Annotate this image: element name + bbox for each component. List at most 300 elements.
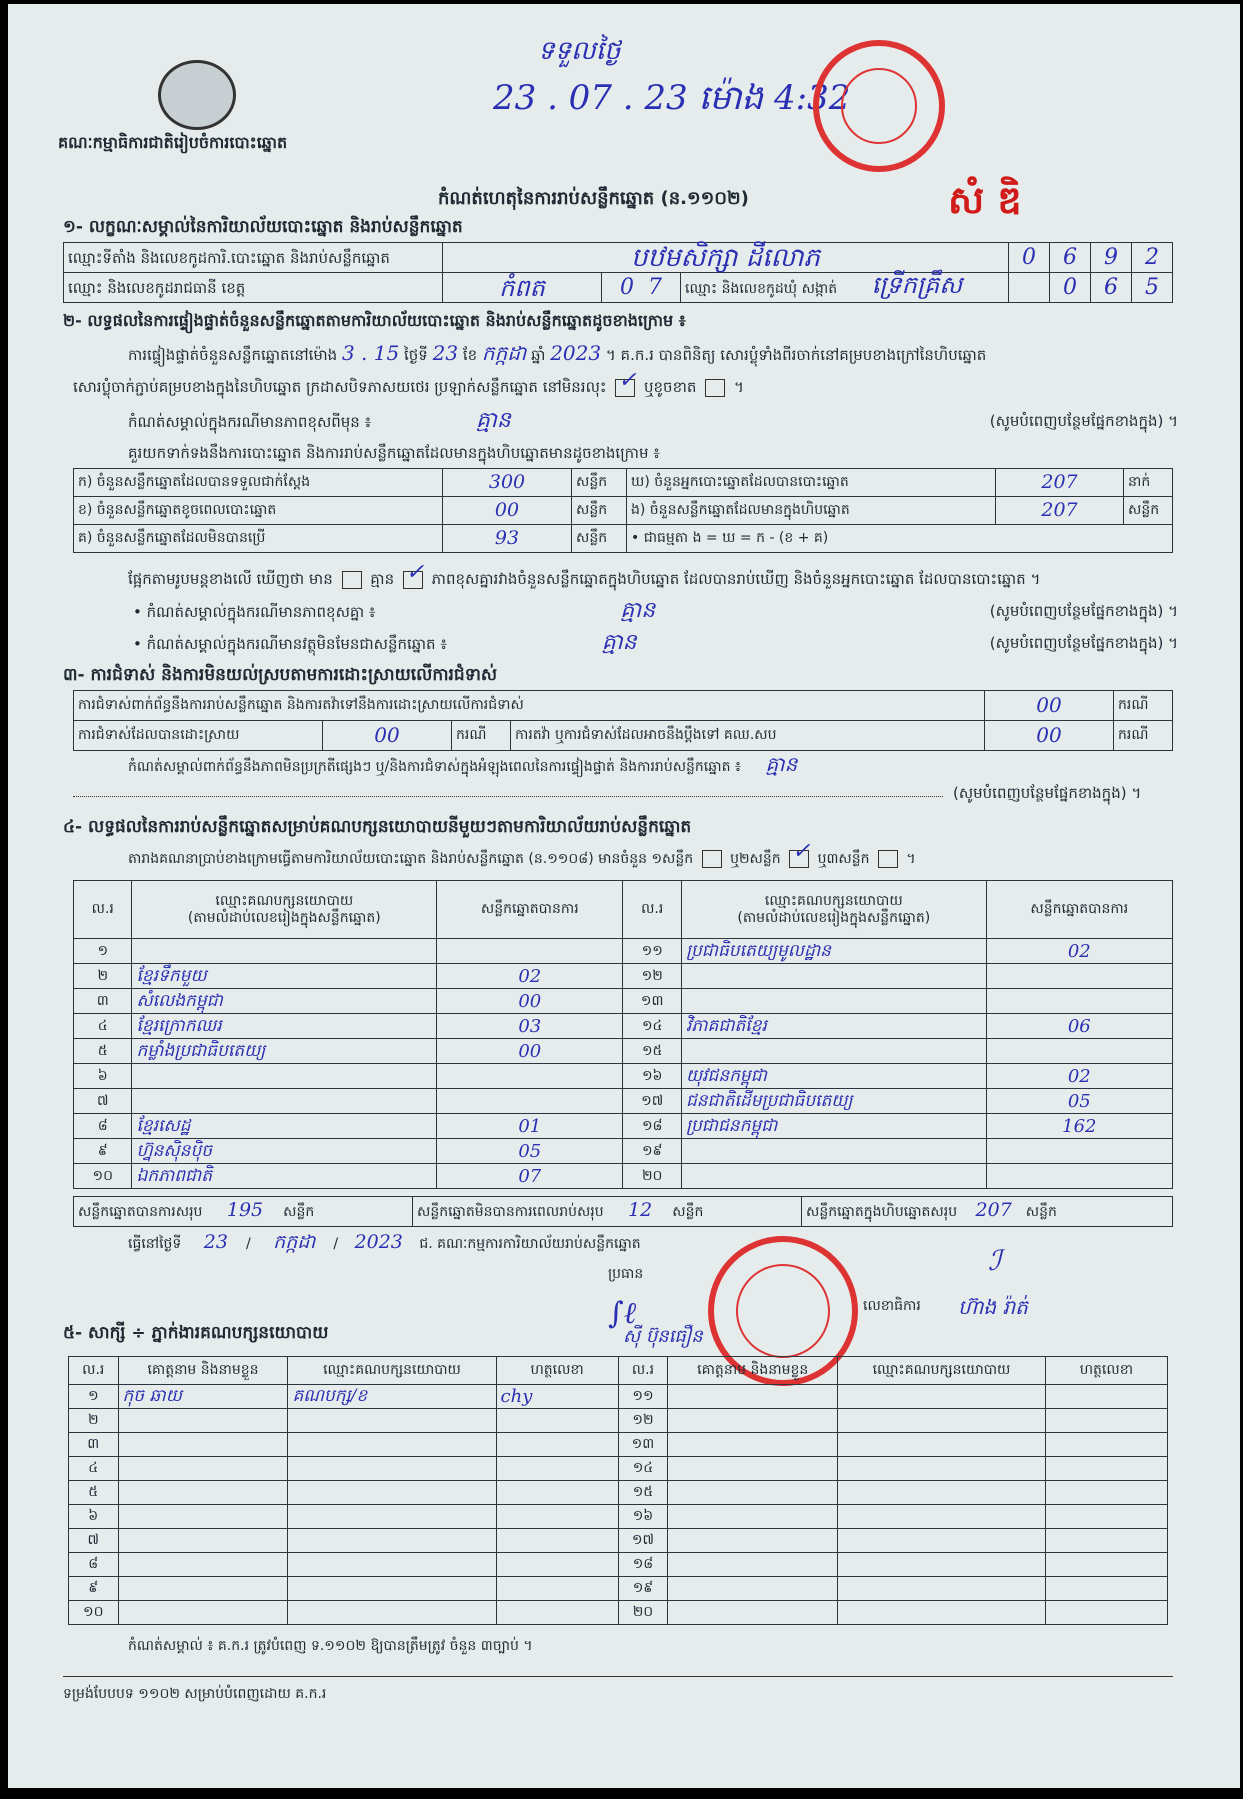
table-row [69, 1553, 1168, 1577]
row-no: ២០ [618, 1601, 668, 1625]
row-no: ៣ [74, 989, 132, 1014]
witness-signature [496, 1481, 618, 1505]
table-row [74, 964, 1173, 989]
table-row [69, 1457, 1168, 1481]
unit: សន្លឹក [572, 497, 627, 525]
total-invalid: សន្លឹកឆ្នោតមិនបានការពេលរាប់សរុប 12 សន្លឹក [413, 1197, 802, 1227]
line1-rest: ។ គ.ក.រ បានពិនិត្យ សោរប្លុំទាំងពីរចាក់នៅគម្របខាងក្រៅនៃហិបឆ្នោត [605, 346, 987, 364]
row-no: ១២ [618, 1409, 668, 1433]
committee-label: ជ. គណៈកម្មការការិយាល័យរាប់សន្លឹកឆ្នោត [419, 1236, 641, 1252]
station-code-digit: 9 [1091, 243, 1132, 273]
party-name [681, 1139, 986, 1164]
witness-signature [1045, 1577, 1167, 1601]
objection-label: ការជំទាស់ពាក់ព័ន្ធនឹងការរាប់សន្លឹកឆ្នោត និងការតវ៉ាទៅនឹងការដោះស្រាយលើការជំទាស់ [74, 691, 985, 721]
row-no: ៤ [69, 1457, 119, 1481]
unit: សន្លឹក [572, 525, 627, 553]
chair-signature-mark: ∫ℓ [608, 1296, 637, 1331]
year-label: ឆ្នាំ [531, 346, 546, 364]
row-no: ១៥ [618, 1481, 668, 1505]
commune-cell [681, 273, 1009, 303]
received-datetime: 23 . 07 . 23 ម៉ោង 4:32 [493, 78, 851, 118]
party-name [681, 964, 986, 989]
col-no: ល.រ [69, 1357, 119, 1385]
witness-party [288, 1433, 496, 1457]
unused-ballots-label: គ) ចំនួនសន្លឹកឆ្នោតដែលមិនបានប្រើ [74, 525, 443, 553]
row-no: ១៨ [618, 1553, 668, 1577]
witness-signature [496, 1553, 618, 1577]
col-sign: ហត្ថលេខា [496, 1357, 618, 1385]
witness-name [668, 1577, 838, 1601]
signoff-year: 2023 [354, 1231, 403, 1253]
section2-intro: គួរយកទាក់ទងនឹងការបោះឆ្នោត និងការរាប់សន្លឹកឆ្នោតដែលមានក្នុងហិបឆ្នោតមានដូចខាងក្រោម ៖ [128, 444, 660, 462]
witness-party [838, 1457, 1046, 1481]
commune-code-digit: 0 [1050, 273, 1091, 303]
party-votes: 03 [437, 1014, 623, 1039]
unit: ករណី [452, 721, 511, 751]
row-no: ១០ [74, 1164, 132, 1189]
province-label: ឈ្មោះ និងលេខកូដរាជធានី ខេត្ត [64, 273, 443, 303]
witness-name [118, 1457, 288, 1481]
two-sheets-checkbox[interactable]: ✓ [789, 850, 809, 868]
commune-name: ទ្រើកគ្រឹស [871, 271, 963, 299]
witness-name [118, 1601, 288, 1625]
witness-name [668, 1385, 838, 1409]
table-row [74, 1014, 1173, 1039]
unit: ករណី [1114, 721, 1173, 751]
table-row [69, 1505, 1168, 1529]
note-label: កំណត់សម្គាល់ក្នុងករណីមានភាពខុសពីមុន ៖ [128, 413, 372, 431]
row-no: ១ [69, 1385, 119, 1409]
no-diff-checkbox[interactable]: ✓ [403, 571, 423, 589]
row-no: ៥ [74, 1039, 132, 1064]
row-no: ៨ [74, 1114, 132, 1139]
three-sheets-option: ឬ៣សន្លឹក [817, 851, 870, 867]
party-name: សំលេងកម្ពុជា [132, 989, 437, 1014]
row-no: ១៦ [618, 1505, 668, 1529]
voters-label: ឃ) ចំនួនអ្នកបោះឆ្នោតដែលបានបោះឆ្នោត [627, 469, 996, 497]
party-name [681, 1164, 986, 1189]
col-votes: សន្លឹកឆ្នោតបានការ [437, 881, 623, 939]
check-time-label: ការផ្ទៀងផ្ទាត់ចំនួនសន្លឹកឆ្នោតនៅម៉ោង [128, 346, 338, 364]
party-name [681, 1039, 986, 1064]
party-votes: 05 [437, 1139, 623, 1164]
witness-signature [1045, 1409, 1167, 1433]
row-no: ១៦ [623, 1064, 682, 1089]
witness-name [668, 1433, 838, 1457]
witness-signature [1045, 1385, 1167, 1409]
spoiled-ballots-label: ខ) ចំនួនសន្លឹកឆ្នោតខូចពេលបោះឆ្នោត [74, 497, 443, 525]
col-no: ល.រ [623, 881, 682, 939]
witness-signature [1045, 1505, 1167, 1529]
results-table [73, 880, 1173, 1189]
party-name: ប្រជាធិបតេយ្យមូលដ្ឋាន [681, 939, 986, 964]
party-votes: 162 [986, 1114, 1172, 1139]
no-diff-option: គ្មាន [370, 570, 395, 588]
province-name: កំពត [443, 273, 602, 303]
total-valid-value: 195 [226, 1199, 264, 1221]
witness-signature [496, 1409, 618, 1433]
sheet-count-text: តារាងគណនាប្រាប់ខាងក្រោមធ្វើតាមការិយាល័យបោះឆ្នោត និងរាប់សន្លឹកឆ្នោត (ន.១១០៨) មានចំនួន ១សន្លឹក [128, 851, 694, 867]
party-votes [437, 939, 623, 964]
table-row [74, 1139, 1173, 1164]
ballot-count-form [8, 4, 1240, 1788]
commune-code-digit: 6 [1091, 273, 1132, 303]
table-row [74, 1089, 1173, 1114]
witness-signature [1045, 1457, 1167, 1481]
row-no: ១៨ [623, 1114, 682, 1139]
witness-party [838, 1529, 1046, 1553]
witness-name [118, 1409, 288, 1433]
party-votes: 06 [986, 1014, 1172, 1039]
table-row [74, 1064, 1173, 1089]
commune-label: ឈ្មោះ និងលេខកូដឃុំ សង្កាត់ [685, 281, 838, 297]
witness-table [68, 1356, 1168, 1625]
party-name: ខ្មែរទឹកមួយ [132, 964, 437, 989]
secretary-signature-mark: ℐ [988, 1244, 1002, 1277]
party-votes: 01 [437, 1114, 623, 1139]
party-name [681, 989, 986, 1014]
diff-note [133, 598, 1178, 623]
witness-name [118, 1433, 288, 1457]
party-votes: 02 [986, 1064, 1172, 1089]
col-votes: សន្លឹកឆ្នោតបានការ [986, 881, 1172, 939]
fill-hint: (សូមបំពេញបន្ថែមផ្នែកខាងក្នុង) ។ [989, 634, 1178, 652]
row-no: ១ [74, 939, 132, 964]
three-sheets-checkbox[interactable] [878, 850, 898, 868]
irregularity-note-value: គ្មាន [765, 752, 798, 776]
ballots-in-box-label: ង) ចំនួនសន្លឹកឆ្នោតដែលមានក្នុងហិបឆ្នោត [627, 497, 996, 525]
col-party: ឈ្មោះគណបក្សនយោបាយ (តាមលំដាប់លេខរៀងក្នុងសន្លឹកឆ្នោត) [132, 881, 437, 939]
section5-heading: ៥- សាក្សី ÷ ភ្នាក់ងារគណបក្សនយោបាយ [63, 1323, 329, 1343]
table-row [69, 1601, 1168, 1625]
signoff-day: 23 [203, 1231, 228, 1253]
diff-note-value: គ្មាន [620, 598, 656, 623]
fill-hint: (សូមបំពេញបន្ថែមផ្នែកខាងក្នុង) ។ [989, 602, 1178, 620]
row-no: ២ [74, 964, 132, 989]
party-votes [437, 1089, 623, 1114]
secretary-label: លេខាធិការ [863, 1298, 921, 1314]
col-sign: ហត្ថលេខា [1045, 1357, 1167, 1385]
witness-name [668, 1457, 838, 1481]
total-valid: សន្លឹកឆ្នោតបានការសរុប 195 សន្លឹក [74, 1197, 413, 1227]
other-note-label: • កំណត់សម្គាល់ក្នុងករណីមានវត្ថុមិនមែនជាសន្លឹកឆ្នោត ៖ [133, 635, 447, 653]
party-name [132, 1089, 437, 1114]
witness-party [838, 1577, 1046, 1601]
note-line [73, 782, 943, 797]
section2-heading: ២- លទ្ធផលនៃការផ្ទៀងផ្ទាត់ចំនួនសន្លឹកឆ្នោតតាមការិយាល័យបោះឆ្នោត និងរាប់សន្លឹកឆ្នោតដូចខាងក្រោម ៖ [63, 311, 686, 330]
total-invalid-value: 12 [628, 1199, 653, 1221]
row-no: ៣ [69, 1433, 119, 1457]
row-no: ១៣ [623, 989, 682, 1014]
col-party: ឈ្មោះគណបក្សនយោបាយ [288, 1357, 496, 1385]
signoff-date: ធ្វើនៅថ្ងៃទី 23 / កក្កដា / 2023 ជ. គណៈកម្មការការិយាល័យរាប់សន្លឹកឆ្នោត [128, 1231, 641, 1253]
count-table [73, 468, 1173, 553]
witness-name: កុច ឆាយ [118, 1385, 288, 1409]
witness-party [288, 1601, 496, 1625]
unused-ballots-value: 93 [443, 525, 572, 553]
unit: សន្លឹក [1124, 497, 1173, 525]
section1-table [63, 242, 1173, 303]
party-votes [986, 964, 1172, 989]
witness-signature [496, 1505, 618, 1529]
witness-party [288, 1529, 496, 1553]
damaged-option: ឬខូចខាត [644, 378, 697, 396]
table-row [74, 1164, 1173, 1189]
resolved-label: ការជំទាស់ដែលបានដោះស្រាយ [74, 721, 323, 751]
witness-signature [1045, 1433, 1167, 1457]
witness-party [838, 1385, 1046, 1409]
witness-party [838, 1601, 1046, 1625]
month-label: ខែ [462, 346, 478, 364]
station-code-digit: 6 [1050, 243, 1091, 273]
table-row [74, 1114, 1173, 1139]
secretary-name: ហ៊ាង រ៉ាត់ [958, 1295, 1028, 1319]
footer-divider [63, 1676, 1173, 1677]
note-value: គ្មាន [475, 408, 511, 433]
section3-heading: ៣- ការជំទាស់ និងការមិនយល់ស្របតាមការដោះស្រាយលើការជំទាស់ [63, 665, 498, 685]
damaged-checkbox[interactable] [705, 379, 725, 397]
section2-line1 [128, 341, 1178, 365]
party-votes: 02 [437, 964, 623, 989]
fill-hint: (សូមបំពេញបន្ថែមផ្នែកខាងក្នុង) ។ [953, 784, 1142, 802]
party-votes: 07 [437, 1164, 623, 1189]
witness-party [288, 1577, 496, 1601]
seal-status-text: សោរប្លុំចាក់ភ្ជាប់គម្របខាងក្នុងនៃហិបឆ្នោត ក្រដាសបិទភាសយថេរ ប្រឡាក់សន្លឹកឆ្នោត នៅមិនរលុះ [73, 378, 607, 396]
party-votes: 00 [437, 1039, 623, 1064]
witness-signature [496, 1433, 618, 1457]
witness-name [668, 1553, 838, 1577]
witness-signature: chy [496, 1385, 618, 1409]
party-name: យុវជនកម្ពុជា [681, 1064, 986, 1089]
chair-label: ប្រធាន [608, 1266, 644, 1282]
province-code [602, 273, 681, 303]
chair-name: ស៊ី ប៊ុនធឿន [623, 1326, 703, 1347]
row-no: ៩ [74, 1139, 132, 1164]
table-row [69, 1529, 1168, 1553]
table-row [74, 989, 1173, 1014]
compare-text: ផ្អែកតាមរូបមន្តខាងលើ ឃើញថា មាន [128, 570, 333, 588]
commune-code-digit: 5 [1132, 273, 1173, 303]
party-name: ជនជាតិដើមប្រជាធិបតេយ្យ [681, 1089, 986, 1114]
ballots-in-box-value: 207 [996, 497, 1124, 525]
party-name: វិភាគជាតិខ្មែរ [681, 1014, 986, 1039]
table-row [74, 1039, 1173, 1064]
witness-party [288, 1553, 496, 1577]
witness-name [668, 1481, 838, 1505]
party-votes: 02 [986, 939, 1172, 964]
received-ballots-label: ក) ចំនួនសន្លឹកឆ្នោតដែលបានទទួលជាក់ស្តែង [74, 469, 443, 497]
appeal-label: ការតវ៉ា ឬការជំទាស់ដែលអាចនឹងប្តឹងទៅ គឈ.សប [511, 721, 985, 751]
col-no: ល.រ [74, 881, 132, 939]
signoff-month: កក្កដា [273, 1231, 316, 1253]
party-votes: 00 [437, 989, 623, 1014]
footer-note: កំណត់សម្គាល់ ៖ គ.ក.រ ត្រូវបំពេញ ទ.១១០២ ឱ្យបានត្រឹមត្រូវ ចំនួន ៣ច្បាប់ ។ [128, 1638, 533, 1654]
diff-note-label: • កំណត់សម្គាល់ក្នុងករណីមានភាពខុសគ្នា ៖ [133, 603, 376, 621]
formula: • ជាធម្មតា ង = ឃ = ក - (ខ + គ) [627, 525, 1173, 553]
party-name: ឯកភាពជាតិ [132, 1164, 437, 1189]
row-no: ១៣ [618, 1433, 668, 1457]
other-note-value: គ្មាន [601, 630, 637, 655]
party-name: ហ្វ៊ុនស៊ិនប៉ិច [132, 1139, 437, 1164]
witness-signature [1045, 1553, 1167, 1577]
row-no: ២០ [623, 1164, 682, 1189]
witness-party [288, 1409, 496, 1433]
witness-party [838, 1553, 1046, 1577]
org-name: គណៈកម្មាធិការជាតិរៀបចំការបោះឆ្នោត [58, 133, 288, 152]
check-month: កក្កដា [481, 341, 527, 365]
province-code-digit: 7 [648, 274, 662, 300]
row-no: ៧ [69, 1529, 119, 1553]
row-no: ១៧ [618, 1529, 668, 1553]
row-no: ១៩ [618, 1577, 668, 1601]
section2-line2: សោរប្លុំចាក់ភ្ជាប់គម្របខាងក្នុងនៃហិបឆ្នោត ក្រដាសបិទភាសយថេរ ប្រឡាក់សន្លឹកឆ្នោត នៅមិនរលុះ ✓ ឬខូចខាត ។ [73, 367, 744, 396]
witness-signature [1045, 1601, 1167, 1625]
witness-name [118, 1553, 288, 1577]
row-no: ៩ [69, 1577, 119, 1601]
row-no: ១៤ [623, 1014, 682, 1039]
witness-party [288, 1505, 496, 1529]
received-note: ទទួលថ្ងៃ [538, 36, 621, 66]
witness-signature [496, 1529, 618, 1553]
compare-line [128, 559, 1178, 589]
total-box-value: 207 [975, 1199, 1012, 1221]
party-votes [986, 989, 1172, 1014]
row-no: ១១ [623, 939, 682, 964]
col-name: គោត្តនាម និងនាមខ្លួន [118, 1357, 288, 1385]
row-no: ៦ [69, 1505, 119, 1529]
station-label: ឈ្មោះទីតាំង និងលេខកូដការិ.បោះឆ្នោត និងរាប់សន្លឹកឆ្នោត [64, 243, 443, 273]
witness-name [668, 1505, 838, 1529]
two-sheets-option: ឬ២សន្លឹក [730, 851, 781, 867]
witness-party [288, 1481, 496, 1505]
col-no: ល.រ [618, 1357, 668, 1385]
row-no: ៧ [74, 1089, 132, 1114]
received-ballots-value: 300 [443, 469, 572, 497]
row-no: ១១ [618, 1385, 668, 1409]
voters-value: 207 [996, 469, 1124, 497]
check-time: 3 . 15 [341, 341, 400, 365]
party-name [132, 939, 437, 964]
table-row [69, 1433, 1168, 1457]
witness-party: គណបក្ស/ខ [288, 1385, 496, 1409]
fill-hint: (សូមបំពេញបន្ថែមផ្នែកខាងក្នុង) ។ [989, 412, 1178, 430]
resolved-value: 00 [323, 721, 452, 751]
witness-name [668, 1409, 838, 1433]
party-name: ប្រជាជនកម្ពុជា [681, 1114, 986, 1139]
section2-note [128, 408, 1178, 433]
party-votes [986, 1139, 1172, 1164]
objection-table [73, 690, 1173, 751]
day-label: ថ្ងៃទី [404, 346, 428, 364]
witness-name [668, 1529, 838, 1553]
form-title: កំណត់ហេតុនៃការរាប់សន្លឹកឆ្នោត (ន.១១០២) [438, 188, 749, 209]
col-party: ឈ្មោះគណបក្សនយោបាយ [838, 1357, 1046, 1385]
compare-rest: ភាពខុសគ្នារវាងចំនួនសន្លឹកឆ្នោតក្នុងហិបឆ្នោត ដែលបានរាប់ឃើញ និងចំនួនអ្នកបោះឆ្នោត ដែលបានបោះឆ្នោត ។ [431, 570, 1041, 588]
witness-name [118, 1481, 288, 1505]
row-no: ៨ [69, 1553, 119, 1577]
section1-heading: ១- លក្ខណៈសម្គាល់នៃការិយាល័យបោះឆ្នោត និងរាប់សន្លឹកឆ្នោត [63, 217, 463, 237]
table-row [69, 1577, 1168, 1601]
unit: ករណី [1114, 691, 1173, 721]
section3-note [128, 752, 1178, 776]
row-no: ៤ [74, 1014, 132, 1039]
witness-party [838, 1505, 1046, 1529]
irregularity-note-label: កំណត់សម្គាល់ពាក់ព័ន្ធនឹងភាពមិនប្រក្រតីផ្សេងៗ ឬ/និងការជំទាស់ក្នុងអំឡុងពេលនៃការផ្ទៀងផ្ទាត់ និងការរាប់សន្លឹកឆ្នោត ៖ [128, 759, 742, 775]
witness-party [838, 1433, 1046, 1457]
total-box: សន្លឹកឆ្នោតក្នុងហិបឆ្នោតសរុប 207 សន្លឹក [802, 1197, 1173, 1227]
row-no: ៥ [69, 1481, 119, 1505]
row-no: ១២ [623, 964, 682, 989]
party-name: ខ្មែរក្រោកឈរ [132, 1014, 437, 1039]
party-name [132, 1064, 437, 1089]
witness-signature [496, 1457, 618, 1481]
witness-name [118, 1529, 288, 1553]
row-no: ១៤ [618, 1457, 668, 1481]
witness-signature [496, 1601, 618, 1625]
section4-heading: ៤- លទ្ធផលនៃការរាប់សន្លឹកឆ្នោតសម្រាប់គណបក្សនយោបាយនីមួយៗតាមការិយាល័យរាប់សន្លឹកឆ្នោត [63, 817, 692, 837]
copy-label: សំ ឌិ [948, 178, 1022, 222]
row-no: ២ [69, 1409, 119, 1433]
party-votes [986, 1039, 1172, 1064]
witness-name [118, 1505, 288, 1529]
row-no: ១៥ [623, 1039, 682, 1064]
appeal-value: 00 [985, 721, 1114, 751]
station-code-digit: 2 [1132, 243, 1173, 273]
other-note [133, 630, 1178, 655]
objection-value: 00 [985, 691, 1114, 721]
made-at-label: ធ្វើនៅថ្ងៃទី [128, 1236, 182, 1252]
totals-table [73, 1196, 1173, 1227]
row-no: ១០ [69, 1601, 119, 1625]
row-no: ១៩ [623, 1139, 682, 1164]
col-name: គោត្តនាម និងនាមខ្លួន [668, 1357, 838, 1385]
spoiled-ballots-value: 00 [443, 497, 572, 525]
check-year: 2023 [550, 341, 602, 365]
station-code-digit: 0 [1009, 243, 1050, 273]
party-votes [437, 1064, 623, 1089]
witness-party [288, 1457, 496, 1481]
official-seal-top [813, 40, 945, 172]
has-diff-checkbox[interactable] [342, 571, 362, 589]
party-name: ខ្មែរសេដ្ឋ [132, 1114, 437, 1139]
table-row [74, 939, 1173, 964]
witness-name [118, 1577, 288, 1601]
col-party: ឈ្មោះគណបក្សនយោបាយ (តាមលំដាប់លេខរៀងក្នុងសន្លឹកឆ្នោត) [681, 881, 986, 939]
form-code: ទម្រង់បែបបទ ១១០២ សម្រាប់បំពេញដោយ គ.ក.រ [63, 1686, 327, 1702]
witness-name [668, 1601, 838, 1625]
section4-intro: តារាងគណនាប្រាប់ខាងក្រោមធ្វើតាមការិយាល័យបោះឆ្នោត និងរាប់សន្លឹកឆ្នោត (ន.១១០៨) មានចំនួន ១សន្លឹក ឬ២សន្លឹក ✓ ឬ៣សន្លឹក ។ [128, 839, 916, 867]
province-code-digit: 0 [620, 274, 634, 300]
intact-checkbox[interactable]: ✓ [615, 379, 635, 397]
witness-signature [496, 1577, 618, 1601]
check-day: 23 [432, 341, 459, 365]
table-row [69, 1481, 1168, 1505]
party-name: កម្លាំងប្រជាធិបតេយ្យ [132, 1039, 437, 1064]
emblem-icon [158, 60, 236, 130]
station-name: បឋមសិក្សា ដីលោភ [443, 243, 1009, 273]
unit: សន្លឹក [572, 469, 627, 497]
table-row [69, 1409, 1168, 1433]
row-no: ១៧ [623, 1089, 682, 1114]
row-no: ៦ [74, 1064, 132, 1089]
witness-party [838, 1481, 1046, 1505]
one-sheet-checkbox[interactable] [702, 850, 722, 868]
party-votes [986, 1164, 1172, 1189]
unit: នាក់ [1124, 469, 1173, 497]
party-votes: 05 [986, 1089, 1172, 1114]
witness-signature [1045, 1481, 1167, 1505]
witness-signature [1045, 1529, 1167, 1553]
